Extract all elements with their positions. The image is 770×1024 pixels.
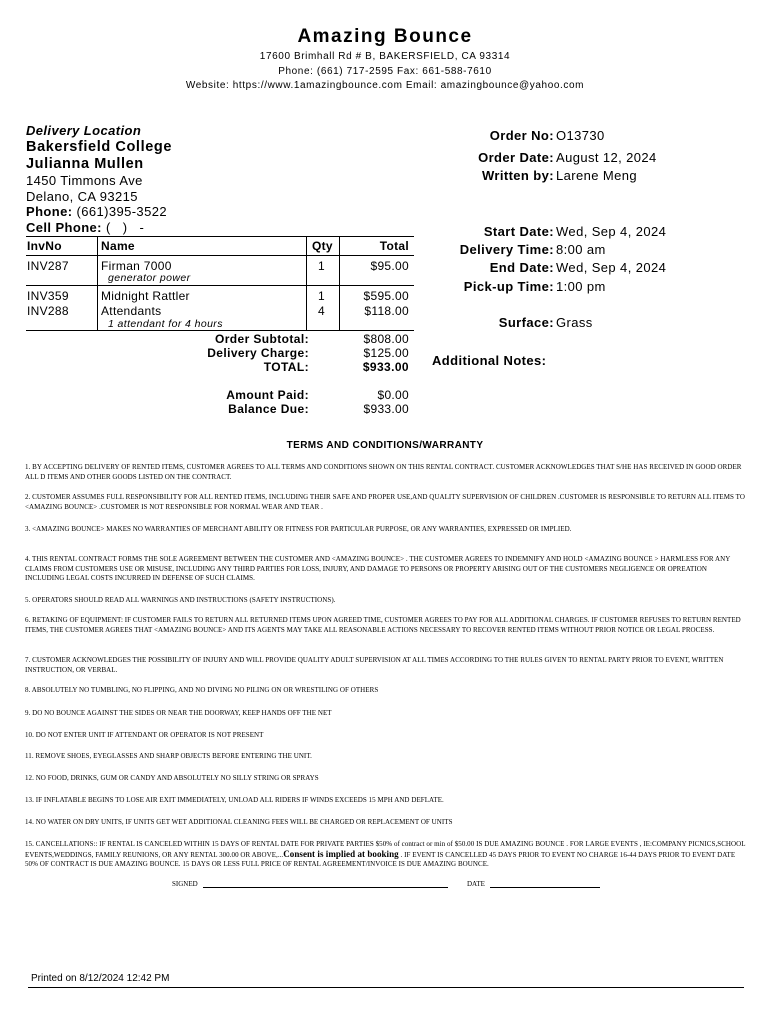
- company-web: Website: https://www.1amazingbounce.com Email: amazingbounce@yahoo.com: [185, 80, 585, 91]
- phone-value: (661)395-3522: [76, 204, 167, 219]
- term-15-part-a: 15. CANCELLATIONS:: IF RENTAL IS CANCELED WITHIN 15 DAYS OF RENTAL DATE FOR PRIVATE PARTIES $50% of contract or min of $50.00 IS DUE AMAZING BOUNCE . FOR LARGE EVENTS , IE:COMPANY PICNICS,SCHOOL EVENTS,WEDDINGS, FAMILY REUNIONS, OR ANY RENTAL 300.00 OR ABOVE,...: [25, 840, 746, 859]
- term-item-9: 9. DO NO BOUNCE AGAINST THE SIDES OR NEAR THE DOORWAY, KEEP HANDS OFF THE NET: [25, 709, 332, 717]
- cell-value: ( ) -: [105, 220, 145, 235]
- term-item-11: 11. REMOVE SHOES, EYEGLASSES AND SHARP OBJECTS BEFORE ENTERING THE UNIT.: [25, 752, 312, 760]
- row-3-name: Attendants: [101, 304, 162, 318]
- row-1-invno: INV287: [27, 259, 69, 273]
- order-date: August 12, 2024: [556, 150, 657, 165]
- printed-on: Printed on 8/12/2024 12:42 PM: [31, 973, 170, 984]
- amount-paid-value: $0.00: [377, 388, 409, 402]
- order-no: O13730: [556, 128, 605, 143]
- delivery-heading: Delivery Location: [26, 123, 142, 138]
- order-no-label: Order No:: [489, 128, 554, 143]
- term-item-4: 4. THIS RENTAL CONTRACT FORMS THE SOLE AGREEMENT BETWEEN THE CUSTOMER AND <AMAZING BOUNCE> . THE CUSTOMER AGREES TO INDEMNIFY AND HOLD <AMAZING BOUNCE > HARMLESS FOR ANY CLAIMS FROM CUSTOMERS USE OR MISUSE, INCLUDING ANY THIRD PARTIES FOR LOSS, INJURY, AND DAMAGE TO PERSONS OR PROPERTY ARISING OUT OF THE CUSTOMERS NEGLIGENCE OR OPREATION INCLUDING LEGAL COSTS INCURRED IN DEFENSE OF SUCH CLAIMS.: [25, 555, 731, 582]
- signed-label: SIGNED: [172, 880, 198, 888]
- table-bottom-rule: [26, 330, 414, 331]
- delivery-city: Delano, CA 93215: [26, 189, 138, 204]
- term-item-1: 1. BY ACCEPTING DELIVERY OF RENTED ITEMS, CUSTOMER AGREES TO ALL TERMS AND CONDITIONS SHOWN ON THIS RENTAL CONTRACT. CUSTOMER ACKNOWLEDGES THAT S/HE HAS RECEIVED IN GOOD ORDER ALL D ITEMS AND OTHER GOODS LISTED ON THE CONTRACT.: [25, 463, 742, 481]
- date-line[interactable]: [490, 887, 600, 888]
- company-name: Amazing Bounce: [297, 26, 473, 47]
- term-item-8: 8. ABSOLUTELY NO TUMBLING, NO FLIPPING, AND NO DIVING NO PILING ON OR WRESTILING OF OTHERS: [25, 686, 379, 694]
- order-date-label: Order Date:: [478, 150, 554, 165]
- delivery-customer: Julianna Mullen: [26, 156, 144, 172]
- term-item-7: 7. CUSTOMER ACKNOWLEDGES THE POSSIBILITY OF INJURY AND WILL PROVIDE QUALITY ADULT SUPERVISION AT ALL TIMES ACCORDING TO THE RULES GIVEN TO RENTAL PARTY PRIOR TO EVENT, WRITTEN INSTRUCTION, OR VERBAL.: [25, 656, 724, 674]
- signature-line[interactable]: [203, 887, 448, 888]
- row-1-name: Firman 7000: [101, 259, 172, 273]
- col-divider: [97, 236, 98, 330]
- col-header-total: Total: [379, 239, 409, 253]
- row-3-sub: 1 attendant for 4 hours: [108, 318, 223, 330]
- delivery-time-label: Delivery Time:: [459, 242, 554, 257]
- row-2-total: $595.00: [363, 289, 409, 303]
- row-1-sub: generator power: [108, 272, 191, 284]
- written-by: Larene Meng: [556, 168, 638, 183]
- delivery-cell: [26, 220, 144, 235]
- delivery-time: 8:00 am: [556, 242, 606, 257]
- term-item-5: 5. OPERATORS SHOULD READ ALL WARNINGS AND INSTRUCTIONS (SAFETY INSTRUCTIONS).: [25, 596, 336, 604]
- row-3-invno: INV288: [27, 304, 69, 318]
- delivery-charge-label: Delivery Charge:: [207, 346, 309, 360]
- total-label: TOTAL:: [263, 360, 309, 374]
- term-item-14: 14. NO WATER ON DRY UNITS, IF UNITS GET WET ADDITIONAL CLEANING FEES WILL BE CHARGED OR REPLACEMENT OF UNITS: [25, 818, 453, 826]
- pickup-time: 1:00 pm: [556, 279, 606, 294]
- end-date: Wed, Sep 4, 2024: [556, 260, 667, 275]
- row-1-total: $95.00: [370, 259, 409, 273]
- start-date-label: Start Date:: [483, 224, 554, 239]
- row-3-qty: 4: [318, 304, 325, 318]
- surface-label: Surface:: [498, 315, 554, 330]
- terms-title: TERMS AND CONDITIONS/WARRANTY: [286, 440, 484, 451]
- delivery-street: 1450 Timmons Ave: [26, 173, 143, 188]
- row-divider: [26, 285, 414, 286]
- col-header-invno: InvNo: [27, 239, 62, 253]
- surface: Grass: [556, 315, 593, 330]
- balance-due-label: Balance Due:: [228, 402, 309, 416]
- term-item-10: 10. DO NOT ENTER UNIT IF ATTENDANT OR OPERATOR IS NOT PRESENT: [25, 731, 264, 739]
- end-date-label: End Date:: [489, 260, 554, 275]
- footer-rule: [28, 987, 744, 988]
- term-item-2: 2. CUSTOMER ASSUMES FULL RESPONSIBILITY FOR ALL RENTED ITEMS, INCLUDING THEIR SAFE AND PROPER USE,AND QUALITY SUPERVISION OF CHILDREN .CUSTOMER IS RESPONSIBLE TO RETURN ALL ITEMS TO <AMAZING BOUNCE> .CUSTOMER IS NOT RESPONSIBLE FOR NORMAL WEAR AND TEAR .: [25, 493, 745, 511]
- date-label: DATE: [467, 880, 485, 888]
- balance-due-value: $933.00: [363, 402, 409, 416]
- phone-label: Phone:: [26, 204, 73, 219]
- delivery-charge-value: $125.00: [363, 346, 409, 360]
- additional-notes-label: Additional Notes:: [432, 353, 547, 368]
- term-item-13: 13. IF INFLATABLE BEGINS TO LOSE AIR EXIT IMMEDIATELY, UNLOAD ALL RIDERS IF WINDS EXCEEDS 15 MPH AND DEFLATE.: [25, 796, 444, 804]
- term-item-12: 12. NO FOOD, DRINKS, GUM OR CANDY AND ABSOLUTELY NO SILLY STRING OR SPRAYS: [25, 774, 319, 782]
- cell-label: Cell Phone:: [26, 220, 102, 235]
- pickup-time-label: Pick-up Time:: [463, 279, 554, 294]
- term-15-consent: Consent is implied at booking: [283, 848, 399, 859]
- delivery-place: Bakersfield College: [26, 139, 172, 155]
- row-2-name: Midnight Rattler: [101, 289, 190, 303]
- delivery-phone: [26, 204, 167, 219]
- row-2-invno: INV359: [27, 289, 69, 303]
- table-top-rule: [26, 236, 414, 237]
- col-divider: [306, 236, 307, 330]
- subtotal-value: $808.00: [363, 332, 409, 346]
- written-by-label: Written by:: [481, 168, 554, 183]
- amount-paid-label: Amount Paid:: [226, 388, 309, 402]
- table-header-rule: [26, 255, 414, 256]
- subtotal-label: Order Subtotal:: [214, 332, 309, 346]
- term-item-6: 6. RETAKING OF EQUIPMENT: IF CUSTOMER FAILS TO RETURN ALL RETURNED ITEMS UPON AGREED TIME, CUSTOMER AGREES TO PAY FOR ALL ADDITIONAL CHARGES. IF CUSTOMER REFUSES TO RETURN RENTED ITEMS, THE CUSTOMER AGREES THAT <AMAZING BOUNCE> AND ITS AGENTS MAY TAKE ALL REASONABLE ACTIONS NECESSARY TO RECOVER RENTED ITEMS WITHOUT PRIOR NOTICE OR LEGAL PROCESS.: [25, 616, 741, 634]
- company-address: 17600 Brimhall Rd # B, BAKERSFIELD, CA 93314: [259, 51, 511, 62]
- start-date: Wed, Sep 4, 2024: [556, 224, 667, 239]
- row-2-qty: 1: [318, 289, 325, 303]
- company-phone: Phone: (661) 717-2595 Fax: 661-588-7610: [278, 66, 492, 77]
- row-3-total: $118.00: [364, 304, 409, 318]
- total-value: $933.00: [362, 360, 409, 374]
- term-15-part-c: . IF EVENT IS CANCELLED 45 DAYS PRIOR TO EVENT NO CHARGE 16-44 DAYS PRIOR TO EVENT DATE 50% OF CONTRACT IS DUE AMAZING BOUNCE. 15 DAYS OR LESS FULL PRICE OF RENTAL AGREEMENT/INVOICE IS DUE AMAZING BOUNCE.: [25, 850, 736, 868]
- term-item-3: 3. <AMAZING BOUNCE> MAKES NO WARRANTIES OF MERCHANT ABILITY OR FITNESS FOR PARTICULAR PURPOSE, OR ANY WARRANTIES, EXPRESSED OR IMPLIED.: [25, 525, 572, 533]
- col-header-name: Name: [101, 239, 135, 253]
- term-item-15: [25, 840, 747, 870]
- col-header-qty: Qty: [312, 239, 333, 253]
- row-1-qty: 1: [318, 259, 325, 273]
